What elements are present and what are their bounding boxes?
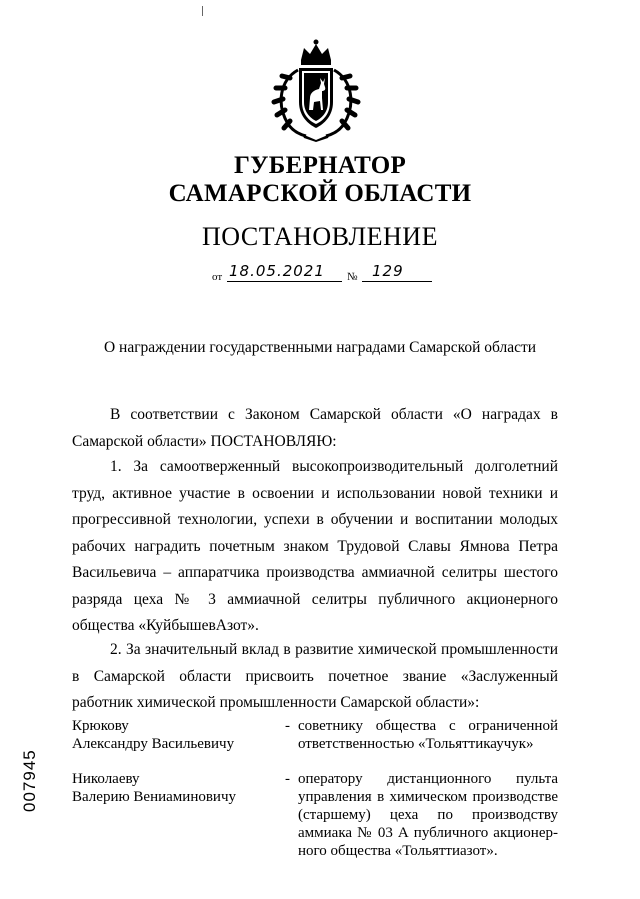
authority-title <box>0 152 640 208</box>
intro-paragraph: В соответствии с Законом Самарской области «О наградах в Самарской области» ПОСТАНОВЛЯЮ: <box>72 406 558 450</box>
date-prefix: от <box>212 271 223 283</box>
awardee-dash: - <box>285 718 290 734</box>
awardee-position: оператору дистанционного пульта управления в химическом производстве (старшему) цеха по производству аммиака № 03 А публичного акционер-ного общества «Тольяттиазот». <box>298 771 558 859</box>
date-underline <box>227 281 342 282</box>
item-2-paragraph: 2. За значительный вклад в развитие химической промышленности в Самарской области присвоить почетное звание «Заслуженный работник химической промышленности Самарской области»: <box>72 641 558 711</box>
awardee-row <box>72 770 558 859</box>
coat-of-arms-emblem <box>268 38 364 142</box>
date-number-line <box>212 262 432 286</box>
awardee-row <box>72 717 558 757</box>
awardee-name: Николаеву Валерию Вениаминовичу <box>72 771 236 805</box>
document-type-title: ПОСТАНОВЛЕНИЕ <box>202 222 438 251</box>
item-1-paragraph: 1. За самоотверженный высокопроизводительный долголетний труд, активное участие в освоении и использовании новой техники и прогрессивной технологии, успехи в обучении и воспитании молодых рабочих наградить почетным знаком Трудовой Славы Ямнова Петра Васильевича – аппаратчика производства аммиачной селитры шестого разряда цеха № 3 аммиачной селитры публичного акционерного общества «КуйбышевАзот». <box>72 458 558 634</box>
authority-line-2: САМАРСКОЙ ОБЛАСТИ <box>168 180 472 207</box>
number-underline <box>362 281 432 282</box>
authority-line-1: ГУБЕРНАТОР <box>233 152 407 179</box>
awardee-position: советнику общества с ограниченной ответственностью «Тольяттикаучук» <box>298 718 558 752</box>
document-subject: О награждении государственными наградами Самарской области <box>103 339 537 356</box>
awardee-dash: - <box>285 771 290 787</box>
number-value: 129 <box>372 262 404 280</box>
awardee-name: Крюкову Александру Васильевичу <box>72 718 235 752</box>
number-prefix: № <box>347 271 358 283</box>
scan-mark <box>202 6 203 16</box>
page-stamp-number: 007945 <box>20 749 39 812</box>
date-value: 18.05.2021 <box>229 262 325 280</box>
